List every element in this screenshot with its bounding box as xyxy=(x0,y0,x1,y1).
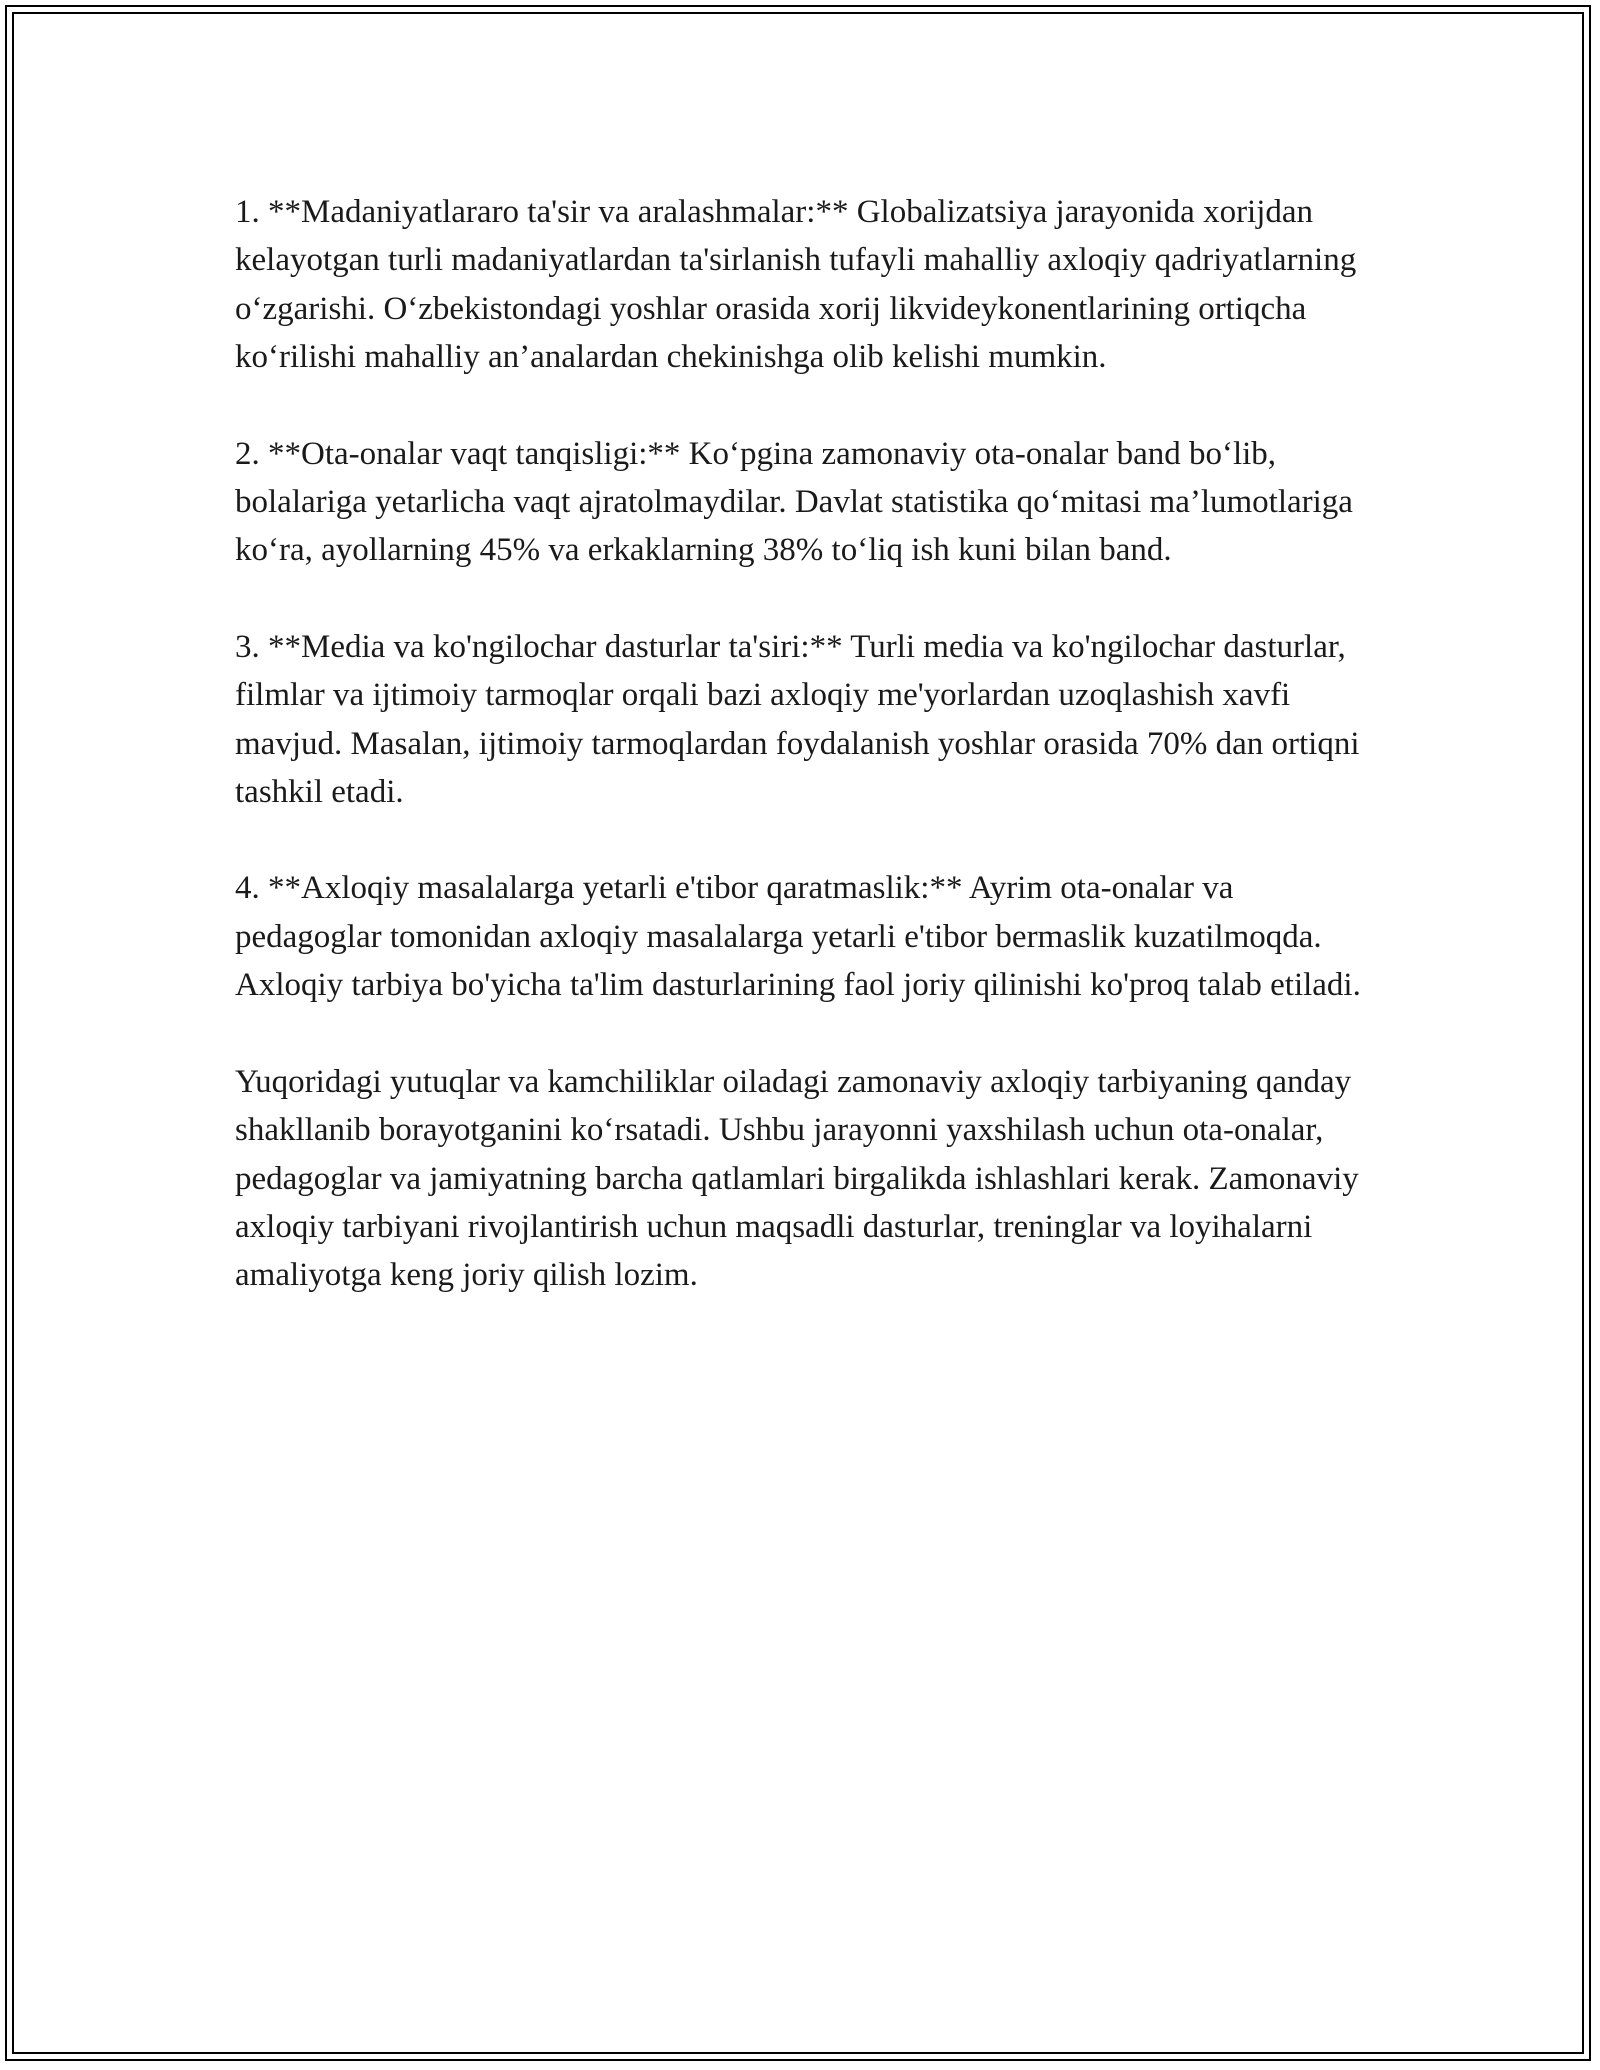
paragraph-cultural-influence: 1. **Madaniyatlararo ta'sir va aralashmalar:** Globalizatsiya jarayonida xorijdan kelayotgan turli madaniyatlardan ta'sirlanish tufayli mahalliy axloqiy qadriyatlarning o‘zgarishi. O‘zbekistondagi yoshlar orasida xorij likvideykonentlarining ortiqcha ko‘rilishi mahalliy an’analardan chekinishga olib kelishi mumkin. xyxy=(235,194,1357,376)
paragraph-parents-time-shortage: 2. **Ota-onalar vaqt tanqisligi:** Ko‘pgina zamonaviy ota-onalar band bo‘lib, bolalariga yetarlicha vaqt ajratolmaydilar. Davlat statistika qo‘mitasi ma’lumotlariga ko‘ra, ayollarning 45% va erkaklarning 38% to‘liq ish kuni bilan band. xyxy=(235,435,1353,569)
document-body xyxy=(235,188,1375,1348)
paragraph-moral-attention: 4. **Axloqiy masalalarga yetarli e'tibor qaratmaslik:** Ayrim ota-onalar va pedagoglar tomonidan axloqiy masalalarga yetarli e'tibor bermaslik kuzatilmoqda. Axloqiy tarbiya bo'yicha ta'lim dasturlarining faol joriy qilinishi ko'proq talab etiladi. xyxy=(235,870,1361,1004)
paragraph-media-influence: 3. **Media va ko'ngilochar dasturlar ta'siri:** Turli media va ko'ngilochar dasturlar, filmlar va ijtimoiy tarmoqlar orqali bazi axloqiy me'yorlardan uzoqlashish xavfi mavjud. Masalan, ijtimoiy tarmoqlardan foydalanish yoshlar orasida 70% dan ortiqni tashkil etadi. xyxy=(235,628,1360,811)
paragraph-conclusion: Yuqoridagi yutuqlar va kamchiliklar oiladagi zamonaviy axloqiy tarbiyaning qanday shakllanib borayotganini ko‘rsatadi. Ushbu jarayonni yaxshilash uchun ota-onalar, pedagoglar va jamiyatning barcha qatlamlari birgalikda ishlashlari kerak. Zamonaviy axloqiy tarbiyani rivojlantirish uchun maqsadli dasturlar, treninglar va loyihalarni amaliyotga keng joriy qilish lozim. xyxy=(235,1063,1359,1294)
